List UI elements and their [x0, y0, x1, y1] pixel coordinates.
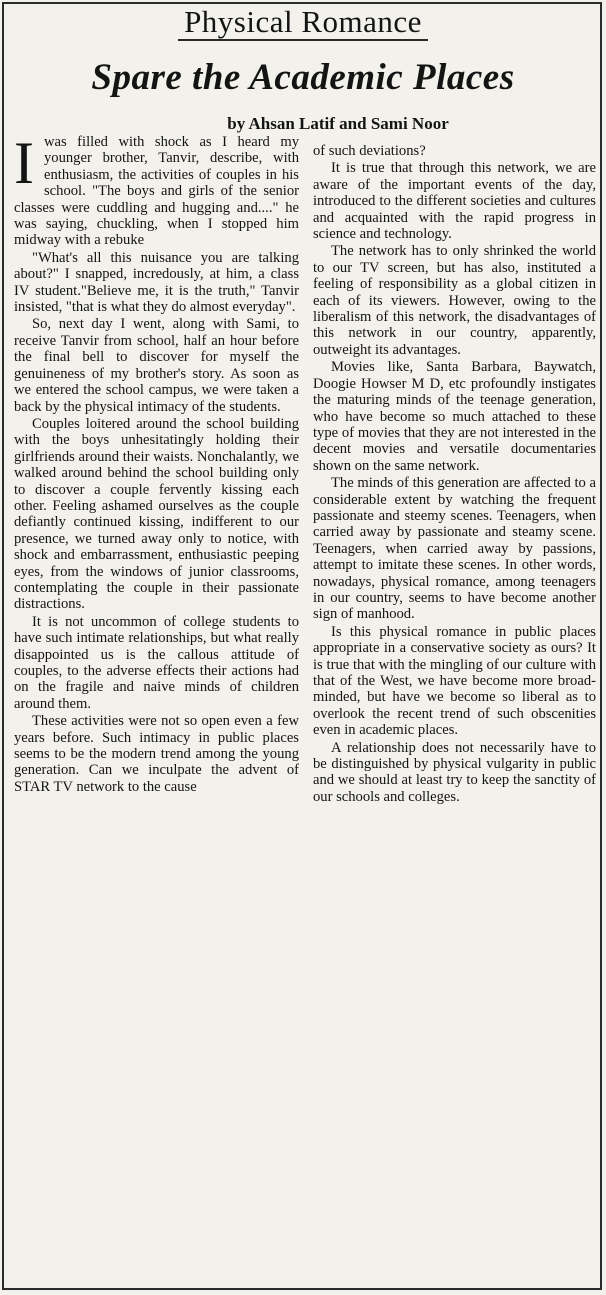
right-column — [313, 143, 596, 806]
paragraph-text: was filled with shock as I heard my younger brother, Tanvir, describe, with enthusiasm, the activities of couples in his school. "The boys and girls of the senior classes were cuddling and hugging and...." he was saying, chuckling, when I stopped him midway with a rebuke — [14, 134, 299, 249]
paragraph — [14, 130, 299, 249]
paragraph: It is true that through this network, we are aware of the important events of the day, introduced to the different societies and cultures and acquainted with the rapid progress in science and technology. — [313, 160, 596, 243]
byline: by Ahsan Latif and Sami Noor — [227, 114, 449, 133]
paragraph: Couples loitered around the school building with the boys unhesitatingly holding their girlfriends around their waists. Nonchalantly, we walked around behind the school building only to discover a couple fervently kissing each other. Feeling ashamed ourselves as the couple defiantly continued kissing, indifferent to our presence, we turned away only to notice, with shock and embarrassment, enthusiastic peeping eyes, from the windows of junior classrooms, contemplating the couple in their passionate distractions. — [14, 415, 299, 613]
paragraph: The minds of this generation are affected to a considerable extent by watching the frequent passionate and steemy scenes. Teenagers, when carried away by passionate and steamy scene. Teenagers, when carried away by passions, attempt to imitate these scenes. In other words, nowadays, physical romance, among teenagers in our country, seems to have become another sign of manhood. — [313, 475, 596, 623]
paragraph: Is this physical romance in public places appropriate in a conservative society as ours? It is true that with the mingling of our culture with that of the West, we have become more broad-minded, but have we become so liberal as to overlook the recent trend of such obscenities even in academic places. — [313, 623, 596, 739]
paragraph: The network has to only shrinked the world to our TV screen, but has also, instituted a feeling of responsibility as a global citizen in each of its viewers. However, owing to the liberalism of this network, the disadvantages of this network in our country, apparently, outweight its advantages. — [313, 243, 596, 358]
kicker-title — [0, 2, 606, 42]
left-column — [14, 130, 299, 796]
paragraph-continuation: of such deviations? — [313, 143, 426, 159]
paragraph: "What's all this nuisance you are talking about?" I snapped, incredously, at him, a class IV student."Believe me, it is the truth," Tanvir insisted, "that is what they do almost everyday". — [14, 249, 299, 316]
kicker-text: Physical Romance — [178, 4, 428, 41]
paragraph: A relationship does not necessarily have to be distinguished by physical vulgarity in public and we should at least try to keep the sanctity of our schools and colleges. — [313, 739, 596, 805]
headline: Spare the Academic Places — [91, 57, 515, 98]
paragraph: These activities were not so open even a few years before. Such intimacy in public places seems to be the modern trend among the young generation. Can we inculpate the advent of STAR TV network to the cause — [14, 713, 299, 795]
drop-cap: I — [14, 130, 34, 196]
paragraph: It is not uncommon of college students to have such intimate relationships, but what really disappointed us is the callous attitude of couples, to the adverse effects their actions had on the fragile and naive minds of children around them. — [14, 613, 299, 712]
paragraph: So, next day I went, along with Sami, to receive Tanvir from school, half an hour before the final bell to discover for myself the genuineness of my brother's story. As soon as we entered the school campus, we were taken a back by the physical intimacy of the students. — [14, 316, 299, 415]
paragraph: Movies like, Santa Barbara, Baywatch, Doogie Howser M D, etc profoundly instigates the maturing minds of the teenage generation, who have become so much attached to these type of movies that they are not interested in the decent movies and versatile documentaries shown on the same network. — [313, 359, 596, 474]
